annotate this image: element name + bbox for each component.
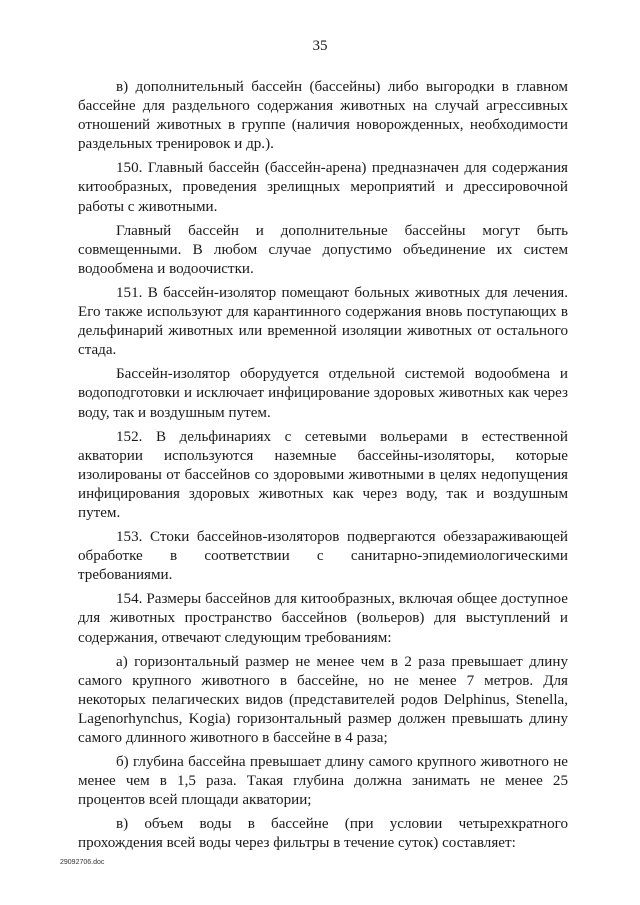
paragraph-154-b: б) глубина бассейна превышает длину самого крупного животного не менее чем в 1,5 раза. Такая глубина должна занимать не менее 25 процентов всей площади акватории; (78, 754, 568, 809)
paragraph-154: 154. Размеры бассейнов для китообразных, включая общее доступное для животных пространство бассейнов (вольеров) для выступлений и содержания, отвечают следующим требованиям: (78, 591, 568, 646)
footer-file-name: 29092706.doc (60, 859, 105, 866)
paragraph-150: 150. Главный бассейн (бассейн-арена) предназначен для содержания китообразных, проведения зрелищных мероприятий и дрессировочной работы с животными. (78, 160, 568, 215)
paragraph-154-v: в) объем воды в бассейне (при условии четырехкратного прохождения всей воды через фильтры в течение суток) составляет: (78, 816, 568, 852)
paragraph-154-a: а) горизонтальный размер не менее чем в 2 раза превышает длину самого крупного животного в бассейне, но не менее 7 метров. Для некоторых пелагических видов (представителей родов Delphinus, Stenella, Lagenorhynchus, Kogia) горизонтальный размер должен превышать длину самого длинного животного в бассейне в 4 раза; (78, 653, 568, 746)
document-body (78, 78, 568, 859)
paragraph-151: 151. В бассейн-изолятор помещают больных животных для лечения. Его также используют для карантинного содержания вновь поступающих в дельфинарий животных или временной изоляции животных от остального стада. (78, 284, 568, 359)
page-number: 35 (312, 38, 328, 54)
paragraph-isolator-equipment: Бассейн-изолятор оборудуется отдельной системой водообмена и водоподготовки и исключает инфицирование здоровых животных как через воду, так и воздушным путем. (78, 366, 568, 421)
paragraph-main-and-additional-pools: Главный бассейн и дополнительные бассейны могут быть совмещенными. В любом случае допустимо объединение их систем водообмена и водоочистки. (78, 222, 568, 277)
paragraph-152: 152. В дельфинариях с сетевыми вольерами в естественной акватории используются наземные бассейны-изоляторы, которые изолированы от бассейнов со здоровыми животными в целях недопущения инфицирования здоровых животных как через воду, так и воздушным путем. (78, 428, 568, 521)
paragraph-153: 153. Стоки бассейнов-изоляторов подвергаются обеззараживающей обработке в соответствии с санитарно-эпидемиологическими требованиями. (78, 529, 568, 584)
paragraph-v-additional-pool: в) дополнительный бассейн (бассейны) либо выгородки в главном бассейне для раздельного содержания животных на случай агрессивных отношений животных в группе (наличия новорожденных, необходимости раздельных тренировок и др.). (78, 79, 568, 153)
